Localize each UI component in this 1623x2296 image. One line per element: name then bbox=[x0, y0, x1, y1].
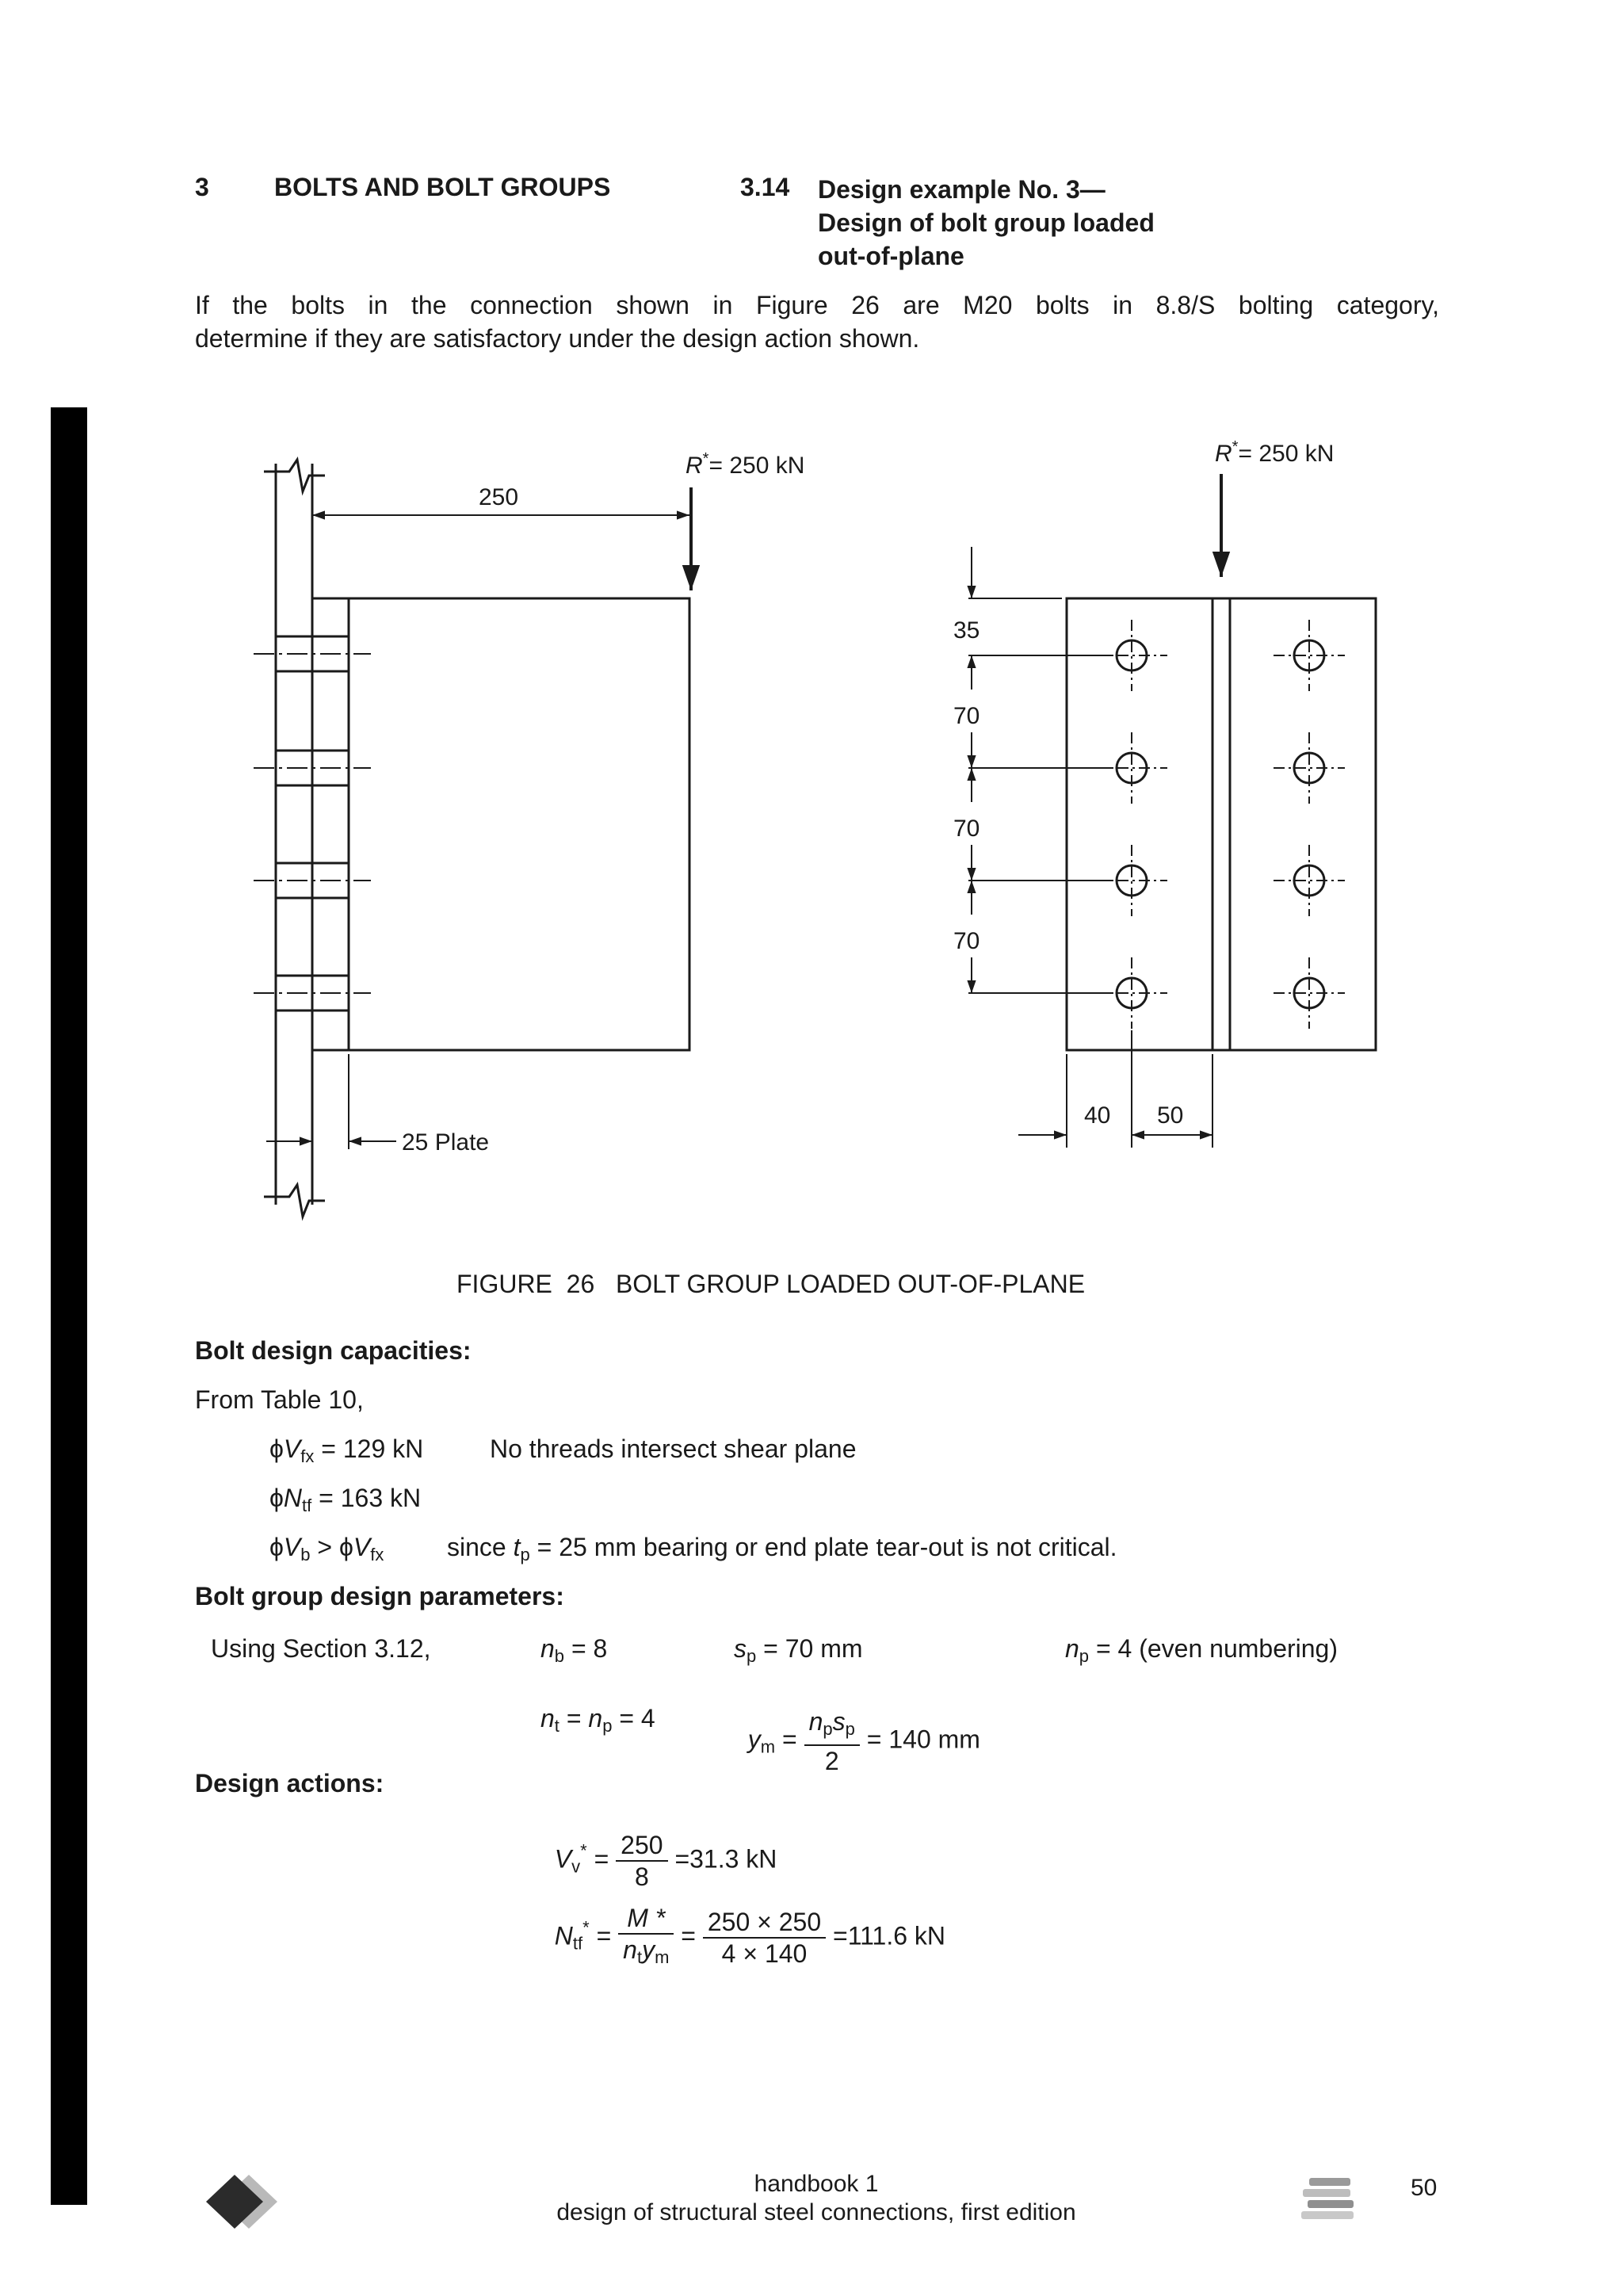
capacities-heading: Bolt design capacities: bbox=[195, 1336, 472, 1365]
nt-subscript: t bbox=[636, 1947, 643, 1967]
plate-label: 25 Plate bbox=[402, 1129, 490, 1156]
ntf-value: 111.6 kN bbox=[847, 1921, 946, 1950]
ym-denominator: 2 bbox=[824, 1747, 839, 1775]
load-label-right: R*= 250 kN bbox=[1215, 438, 1335, 467]
publisher-logo-diamond bbox=[204, 2170, 281, 2233]
action-ntf bbox=[540, 1874, 945, 1973]
np-value: = 4 (even numbering) bbox=[1089, 1634, 1338, 1663]
dim-70-label: 70 bbox=[953, 816, 980, 842]
ntf-value: = 163 kN bbox=[311, 1484, 422, 1512]
ntf-fraction-1 bbox=[618, 1903, 674, 1973]
param-nb bbox=[540, 1634, 607, 1667]
vv-symbol: V bbox=[554, 1844, 572, 1874]
ntf-fraction-2 bbox=[703, 1907, 826, 1969]
nt-subscript: t bbox=[554, 1716, 559, 1736]
dim-horizontal-gauge bbox=[1018, 1030, 1212, 1148]
np-symbol: n bbox=[808, 1707, 823, 1736]
ntf-denominator bbox=[618, 1935, 674, 1973]
section-number: 3.14 bbox=[740, 173, 790, 201]
nt-value: = 4 bbox=[612, 1704, 655, 1733]
footer-line1: handbook 1 bbox=[754, 2171, 879, 2197]
ym-symbol: y bbox=[642, 1935, 655, 1964]
vb-symbol: V bbox=[283, 1533, 301, 1561]
equals-sign: = bbox=[596, 1921, 612, 1950]
ntf-numeric-denominator: 4 × 140 bbox=[721, 1939, 808, 1968]
vv-denominator: 8 bbox=[634, 1862, 649, 1891]
capacity-vfx bbox=[269, 1435, 423, 1467]
end-plate-front bbox=[1067, 598, 1376, 1050]
vfx-subscript: fx bbox=[300, 1446, 315, 1466]
ntf-numeric-numerator: 250 × 250 bbox=[703, 1907, 826, 1939]
tp-symbol: t bbox=[513, 1533, 521, 1561]
dim-plate-thickness bbox=[266, 1054, 396, 1149]
intro-line: determine if they are satisfactory under the design action shown. bbox=[195, 324, 920, 353]
np-subscript: p bbox=[1079, 1646, 1090, 1666]
figure-caption: FIGURE 26 BOLT GROUP LOADED OUT-OF-PLANE bbox=[456, 1270, 1086, 1298]
vfx-symbol: V bbox=[283, 1435, 301, 1463]
end-plate-side bbox=[312, 598, 349, 1050]
dim-vertical-bolt-spacing bbox=[968, 547, 1113, 993]
capacity-vb bbox=[269, 1533, 384, 1565]
ntf-subscript: tf bbox=[572, 1933, 583, 1954]
vb-subscript: b bbox=[300, 1545, 311, 1564]
ntf-subscript: tf bbox=[302, 1496, 312, 1515]
bolt-centrelines-front bbox=[1096, 620, 1345, 1029]
np-symbol: n bbox=[1065, 1634, 1079, 1663]
nb-subscript: b bbox=[554, 1646, 565, 1666]
gt-symbol: > bbox=[310, 1533, 339, 1561]
sp-subscript: p bbox=[747, 1646, 757, 1666]
ym-value: = 140 mm bbox=[866, 1725, 980, 1754]
phi-symbol: ϕ bbox=[269, 1533, 284, 1561]
vb-note bbox=[447, 1533, 1117, 1565]
equals-sign: = bbox=[594, 1844, 609, 1874]
load-label-left: R*= 250 kN bbox=[685, 450, 805, 479]
actions-heading: Design actions: bbox=[195, 1769, 384, 1797]
section-title-line: Design example No. 3— bbox=[818, 175, 1106, 204]
chapter-number: 3 bbox=[195, 173, 209, 201]
capacity-ntf bbox=[269, 1484, 421, 1516]
chapter-title: BOLTS AND BOLT GROUPS bbox=[274, 173, 611, 201]
phi-symbol: ϕ bbox=[269, 1484, 284, 1512]
page-number: 50 bbox=[1411, 2175, 1438, 2201]
vv-numerator: 250 bbox=[616, 1830, 667, 1862]
dim-35-label: 35 bbox=[953, 617, 980, 644]
dim-70-label: 70 bbox=[953, 703, 980, 729]
ym-fraction bbox=[804, 1706, 860, 1776]
steel-sections-icon bbox=[1300, 2175, 1360, 2222]
phi-symbol: ϕ bbox=[338, 1533, 353, 1561]
vv-subscript: v bbox=[571, 1856, 581, 1877]
sp-value: = 70 mm bbox=[756, 1634, 863, 1663]
section-title-line: out-of-plane bbox=[818, 242, 964, 270]
ntf-symbol: N bbox=[283, 1484, 303, 1512]
parameters-heading: Bolt group design parameters: bbox=[195, 1582, 564, 1610]
vb-note-post: = 25 mm bearing or end plate tear-out is not critical. bbox=[529, 1533, 1117, 1561]
np-subscript: p bbox=[602, 1716, 613, 1736]
star-superscript: * bbox=[582, 1917, 590, 1938]
intro-line: If the bolts in the connection shown in Figure 26 are M20 bolts in 8.8/S bolting category, bbox=[195, 291, 1439, 319]
ntf-symbol: N bbox=[554, 1921, 573, 1950]
bolt-holes-front bbox=[1117, 640, 1324, 1008]
nb-symbol: n bbox=[540, 1634, 555, 1663]
footer-line2: design of structural steel connections, first edition bbox=[556, 2199, 1076, 2225]
using-section-text: Using Section 3.12, bbox=[211, 1634, 431, 1663]
phi-symbol: ϕ bbox=[269, 1435, 284, 1463]
column-flange-side bbox=[264, 460, 325, 1217]
dim-50-label: 50 bbox=[1157, 1102, 1184, 1129]
vfx-symbol: V bbox=[353, 1533, 371, 1561]
param-sp bbox=[734, 1634, 863, 1667]
nb-value: = 8 bbox=[564, 1634, 608, 1663]
vfx-subscript: fx bbox=[370, 1545, 384, 1564]
ym-numerator bbox=[804, 1706, 860, 1746]
np-symbol: n bbox=[588, 1704, 603, 1733]
dim-40-label: 40 bbox=[1084, 1102, 1111, 1129]
ntf-numerator: M * bbox=[618, 1903, 674, 1935]
dim-250-label: 250 bbox=[479, 484, 519, 510]
from-table-text: From Table 10, bbox=[195, 1385, 364, 1414]
param-ym bbox=[734, 1677, 980, 1776]
vfx-note: No threads intersect shear plane bbox=[490, 1435, 857, 1463]
vv-value: 31.3 kN bbox=[689, 1844, 777, 1874]
nt-symbol: n bbox=[540, 1704, 555, 1733]
tp-subscript: p bbox=[520, 1545, 530, 1564]
beam-web-side bbox=[349, 598, 689, 1050]
sp-symbol: s bbox=[734, 1634, 747, 1663]
footer-text bbox=[539, 2170, 1094, 2227]
equals-sign: = bbox=[833, 1921, 848, 1950]
ym-subscript: m bbox=[655, 1947, 670, 1967]
ym-symbol: y bbox=[747, 1725, 761, 1754]
vb-note-pre: since bbox=[447, 1533, 514, 1561]
nt-symbol: n bbox=[623, 1935, 637, 1964]
param-np bbox=[1065, 1634, 1338, 1667]
equals-sign: = bbox=[674, 1844, 690, 1874]
section-title-line: Design of bolt group loaded bbox=[818, 208, 1155, 237]
star-superscript: * bbox=[580, 1840, 587, 1861]
dim-70-label: 70 bbox=[953, 928, 980, 954]
sp-subscript: p bbox=[845, 1719, 855, 1739]
equals-sign: = bbox=[775, 1725, 804, 1754]
vfx-value: = 129 kN bbox=[314, 1435, 424, 1463]
equals-sign: = bbox=[559, 1704, 589, 1733]
ym-subscript: m bbox=[760, 1736, 776, 1757]
sp-symbol: s bbox=[832, 1707, 846, 1736]
param-nt bbox=[540, 1704, 655, 1736]
equals-sign: = bbox=[681, 1921, 696, 1950]
np-subscript: p bbox=[823, 1719, 833, 1739]
